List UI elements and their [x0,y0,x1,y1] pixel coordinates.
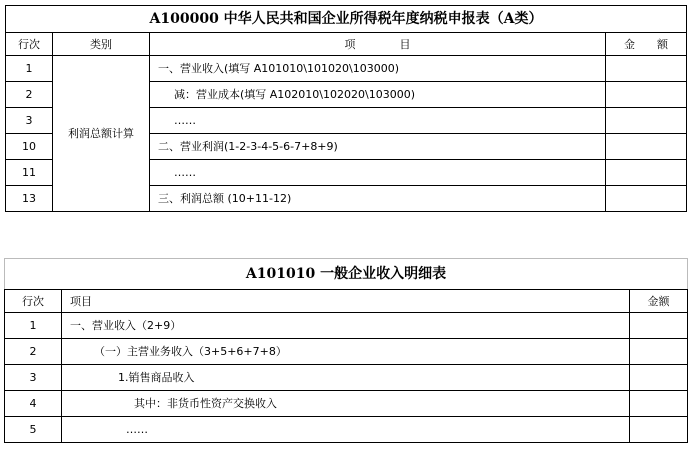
row-number: 13 [6,186,53,212]
amount-cell[interactable] [606,160,687,186]
header-item: 项 目 [150,33,606,56]
table-row [5,417,688,443]
item-cell: …… [62,417,630,443]
table-row [5,339,688,365]
amount-cell[interactable] [630,365,688,391]
table-row [5,365,688,391]
row-number: 11 [6,160,53,186]
row-number: 3 [5,365,62,391]
header-category: 类别 [53,33,150,56]
table-row [5,391,688,417]
amount-cell[interactable] [630,417,688,443]
row-number: 2 [6,82,53,108]
amount-cell[interactable] [606,56,687,82]
header-row-no: 行次 [5,290,62,313]
item-cell: 二、营业利润(1-2-3-4-5-6-7+8+9) [150,134,606,160]
item-cell: …… [150,108,606,134]
category-label: 利润总额计算 [68,126,134,140]
row-number: 4 [5,391,62,417]
amount-cell[interactable] [606,134,687,160]
amount-cell[interactable] [606,82,687,108]
header-row-no: 行次 [6,33,53,56]
income-detail-table [4,258,688,443]
table-row [6,56,687,82]
main-table-title: A100000 中华人民共和国企业所得税年度纳税申报表（A类） [6,6,687,33]
amount-cell[interactable] [606,108,687,134]
table-row [5,313,688,339]
row-number: 2 [5,339,62,365]
item-cell: 其中：非货币性资产交换收入 [62,391,630,417]
row-number: 5 [5,417,62,443]
amount-cell[interactable] [630,391,688,417]
item-cell: 减：营业成本(填写 A102010\102020\103000) [150,82,606,108]
amount-cell[interactable] [606,186,687,212]
row-number: 1 [6,56,53,82]
amount-cell[interactable] [630,339,688,365]
item-cell: （一）主营业务收入（3+5+6+7+8） [62,339,630,365]
detail-table-title: A101010 一般企业收入明细表 [5,259,688,290]
header-amount: 金额 [630,290,688,313]
header-amount: 金 额 [606,33,687,56]
item-cell: 三、利润总额 (10+11-12) [150,186,606,212]
row-number: 10 [6,134,53,160]
item-cell: 一、营业收入（2+9） [62,313,630,339]
item-cell: …… [150,160,606,186]
amount-cell[interactable] [630,313,688,339]
category-cell [53,56,150,212]
item-cell: 1.销售商品收入 [62,365,630,391]
row-number: 1 [5,313,62,339]
item-cell: 一、营业收入(填写 A101010\101020\103000) [150,56,606,82]
main-tax-return-table [5,5,687,212]
row-number: 3 [6,108,53,134]
header-item: 项目 [62,290,630,313]
